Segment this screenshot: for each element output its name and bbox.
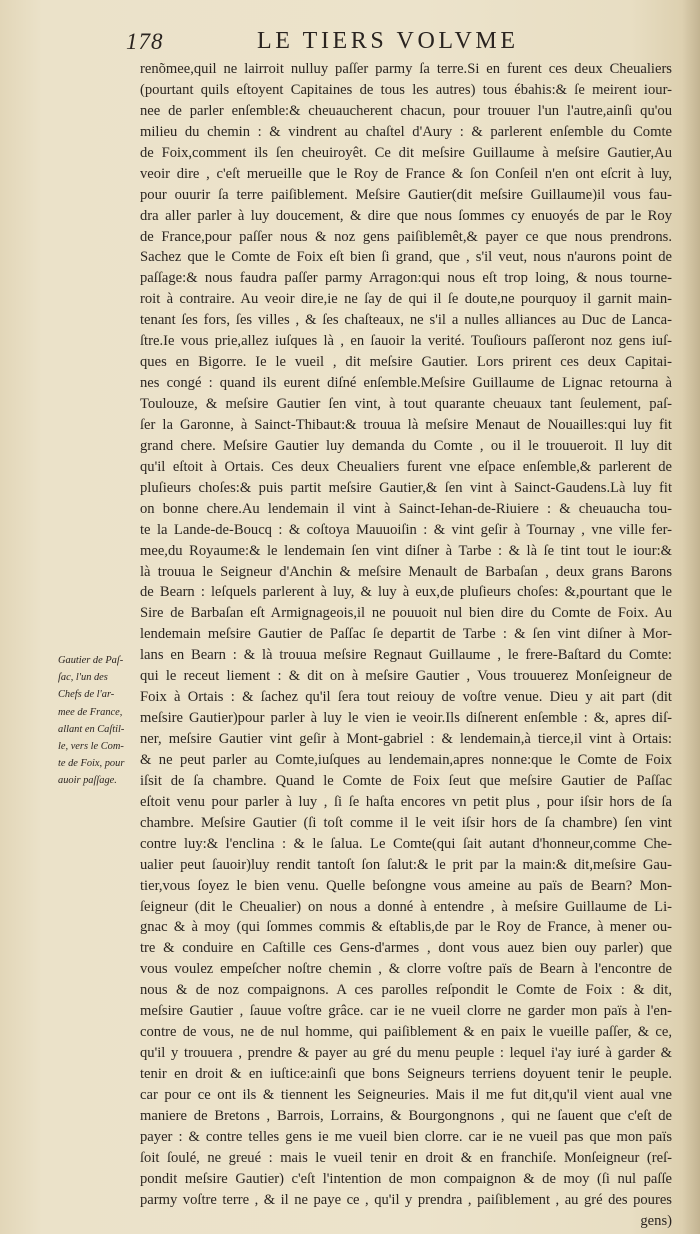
marginal-note-line: Chefs de l'ar- [58,689,115,701]
text-line: contre de vous, ne de nul homme, qui paiſiblement & en paix le vueille paſſer, & ce, [140,1024,672,1041]
text-line: veoir dire , c'eſt merueille que le Roy de France & ſon Conſeil n'en ont eſcrit à luy, [140,165,672,182]
text-line: meſsire Gautier , ſauue voſtre grâce. car ie ne vueil clorre ne garder mon païs à l'en- [140,1003,672,1020]
text-line: ſer la Garonne, à Sainct-Thibaut:& trouua là meſsire Menaut de Nouailles:qui luy fit [140,416,672,433]
text-line: maniere de Bretons , Barrois, Lorrains, & Bourgongnons , qui ne ſauent que c'eſt de [140,1107,672,1124]
text-line: payer : & contre telles gens ie me vueil bien clorre. car ie ne vueil pas que mon païs [140,1128,672,1145]
text-line: & ne peut parler au Comte,iuſques au lendemain,apres nonne:que le Comte de Foix [140,751,672,768]
text-line: lans en Bearn : & là trouua meſsire Regnaut Guillaume , le frere-Baſtard du Comte: [140,647,672,664]
marginal-note-line: te de Foix, pour [58,758,125,770]
running-title: LE TIERS VOLVME [257,28,519,54]
text-line: grand chere. Meſsire Gautier luy demanda du Comte , ou il le trouueroit. Il luy dit [140,437,672,454]
text-line: ner, meſsire Gautier vint geſir à Mont-gabriel : & lendemain,à tierce,il vint à Ortais: [140,731,672,747]
text-line: de Foix,comment ils ſen cheuiroyêt. Ce dit meſsire Guillaume à meſsire Gautier,Au [140,144,672,161]
text-line: tenant ſes fors, ſes villes , & ſes chaſteaux, ne s'il a nulles alliances au Duc de Lanca- [140,312,672,329]
text-line: de France,pour paſſer nous & noz gens paiſiblemêt,& payer ce que nous prendrons. [140,228,672,245]
page-number: 178 [126,29,164,54]
text-line: vous voulez empeſcher noſtre chemin , & clorre voſtre païs de Bearn à l'encontre de [140,961,672,978]
text-line: milieu du chemin : & vindrent au chaſtel d'Aury : & parlerent enſemble du Comte [140,123,672,140]
text-line: (pourtant quils eſtoyent Capitaines de tous les autres) tous ébahis:& ſe meirent iour- [140,81,672,98]
marginal-note-line: le, vers le Com- [58,740,124,752]
body-text [140,59,672,1232]
text-line: nous & de noz compaignons. A ces parolles reſpondit le Comte de Foix : & dit, [140,982,672,999]
text-line: nes congé : quand ils eurent diſné enſemble.Meſsire Guillaume de Lignac retourna à [140,375,672,392]
text-line: iſsit de ſa chambre. Quand le Comte de Foix ſeut que meſsire Gautier de Paſſac [140,772,672,789]
text-line: te la Lande-de-Boucq : & coſtoya Mauuoiſin : & vint geſir à Tournay , vne ville fer- [140,521,672,538]
text-line: on bonne chere.Au lendemain il vint à Sainct-Iehan-de-Riuiere : & cheuaucha tou- [140,500,672,517]
text-line: dra aller parler à luy doucement, & dire que nous ſommes cy enuoyés de par le Roy [140,207,672,224]
marginal-note [58,652,140,790]
text-line: pondit meſsire Gautier) c'eſt l'intention de mon compaignon & de moy (ſi nul paſſe [140,1170,672,1187]
text-line: eſtoit venu pour parler à luy , ſi ſe haſta encores vn petit plus , pour iſsir hors de ſa [140,793,672,810]
marginal-note-line: Gautier de Paſ- [58,655,124,666]
text-line: tre & conduire en Caſtille ces Gens-d'armes , dont vous auez bien ouy parler) que [140,940,672,957]
text-line: nee de parler enſemble:& cheuaucherent chacun, pour trouuer l'un l'autre,ainſi qu'ou [140,102,672,119]
text-line: ques en Bigorre. Ie le vueil , dit meſsire Gautier. Lors prirent ces deux Capitai- [140,354,672,371]
text-line: qui le receut liement : & dit on à meſsire Gautier , Vous trouuerez Monſeigneur de [140,668,672,685]
text-line: parmy voſtre terre , & il ne paye ce , qu'il y prendra , paiſiblement , au gré des poures [140,1191,672,1208]
text-line: là trouua le Seigneur d'Anchin & meſsire Menault de Barbaſan , deux grans Barons [140,563,672,580]
text-line: pluſieurs choſes:& puis partit meſsire Gautier,& ſen vint à Sainct-Gaudens.Là luy fit [140,479,672,496]
text-line: Toulouze, & meſsire Gautier ſen vint, à tout quarante cheuaux tant ſeulement, paſ- [140,396,672,412]
text-line: renõmee,quil ne lairroit nulluy paſſer parmy ſa terre.Si en furent ces deux Cheualiers [140,61,672,77]
text-line: ſoit ſoulé, ne greué : mais le vueil tenir en droit & en franchiſe. Monſeigneur (reſ- [140,1149,672,1166]
text-line: contre luy:& l'enclina : & le ſalua. Le Comte(qui ſait autant d'honneur,comme Che- [140,835,672,852]
text-line: pour ouurir ſa terre paiſiblement. Meſsire Gautier(dit meſsire Guillaume)il vous fau- [140,186,672,203]
marginal-note-line: allant en Caſtil- [58,723,125,735]
text-line: Sachez que le Comte de Foix eſt bien ſi grand, que , s'il veut, nous n'aurons point de [140,249,672,266]
text-line: chambre. Meſsire Gautier (ſi toſt comme il le veit iſsir hors de ſa chambre) ſen vint [140,814,672,831]
marginal-note-line: ſac, l'un des [58,672,108,684]
text-line: qu'il eſtoit à Ortais. Ces deux Cheualiers furent vne eſpace enſemble,& parlerent de [140,458,672,475]
marginal-note-line: mee de France, [58,706,123,718]
text-line: tenir en droit & en iuſtice:ainſi que bons Seigneurs terriens doyuent tenir le peuple. [140,1066,672,1082]
text-line: Foix à Ortais : & ſachez qu'il ſera tout reiouy de voſtre venue. Dieu y ait part (dit [140,689,672,706]
text-line: gnac & à moy (qui ſommes commis & eſtablis,de par le Roy de France, à mener ou- [140,919,672,936]
page-edge-shadow [682,0,700,1234]
page-header [126,26,576,58]
text-line: Sire de Barbaſan eſt Armignageois,il ne pouuoit nul bien dire du Comte de Foix. Au [140,605,672,622]
text-line: ualier peut ſauoir)luy rendit tantoſt ſon ſalut:& le prit par la main:& dit,meſsire Gau- [140,856,672,873]
text-line: de Bearn : leſquels parlerent à luy, & luy à eux,de pluſieurs choſes: &,pourtant que le [140,584,672,601]
text-line: ſtre.Ie vous prie,allez iuſques là , en ſauoir la verité. Touſiours paſſeront noz gens iuſ- [140,333,672,350]
text-line: lendemain meſsire Gautier de Paſſac ſe departit de Tarbe : & ſen vint diſner à Mor- [140,626,672,643]
text-line: ſeigneur (dit le Cheualier) on nous a donné à entendre , à meſsire Guillaume de Li- [140,898,672,915]
text-line: meſsire Gautier)pour parler à luy le vien ie veoir.Ils diſnerent enſemble : &, apres diſ- [140,710,672,727]
text-line: tier,vous ſoyez le bien venu. Quelle beſongne vous ameine au païs de Bearn? Mon- [140,877,672,894]
text-line: car pour ce ont ils & tiennent les Seigneuries. Mais il me fut dit,qu'il vient aual vne [140,1086,672,1103]
text-line: paſſage:& nous faudra paſſer parmy Arragon:qui nous eſt trop loing, & nous tourne- [140,270,672,287]
text-line: gens) [640,1212,672,1229]
text-line: roit à contraire. Au veoir dire,ie ne ſay de qui il ſe doute,ne pourquoy il garnit main- [140,291,672,308]
marginal-note-line: auoir paſſage. [58,775,117,787]
text-line: qu'il y trouuera , prendre & payer au gré du menu peuple : lequel i'ay iuré à garder & [140,1045,672,1062]
text-line: mee,du Royaume:& le lendemain ſen vint diſner à Tarbe : & là ſe tint tout le iour:& [140,542,672,559]
